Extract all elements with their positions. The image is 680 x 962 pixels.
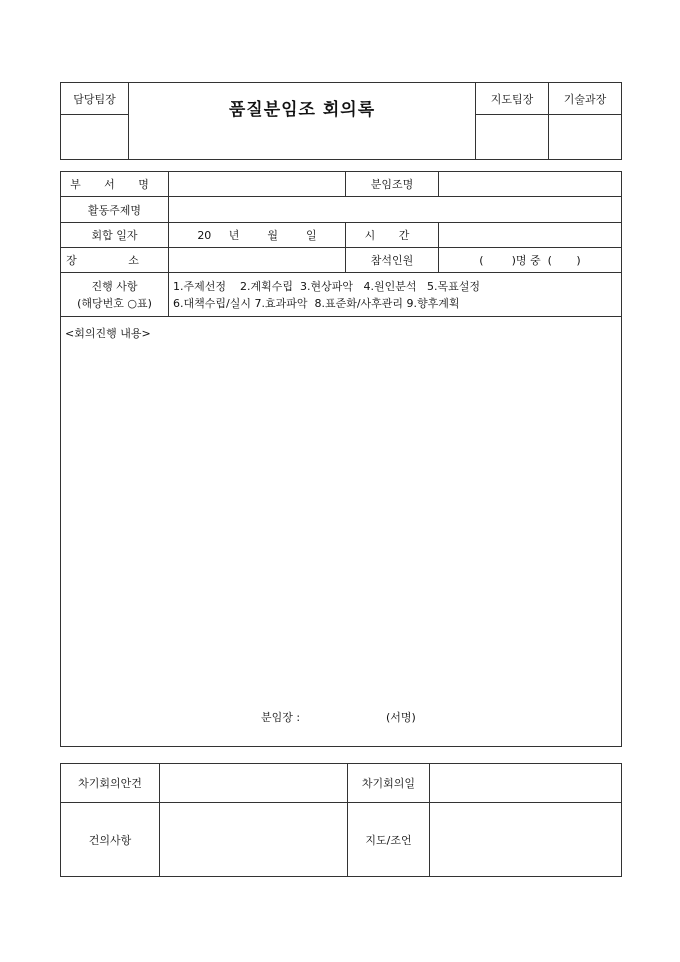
next-date-label: 차기회의일 [348, 764, 430, 803]
next-meeting-table [60, 763, 622, 877]
meeting-content-heading: <회의진행 내용> [65, 327, 151, 340]
attendees-close: ) [576, 254, 581, 267]
progress-options-row-1: 1.주제선정 2.계획수립 3.현상파악 4.원인분석 5.목표설정 [173, 279, 480, 293]
attendees-open2: ( [547, 254, 552, 267]
meeting-content-area[interactable] [61, 317, 622, 747]
suggestions-field[interactable] [160, 803, 348, 877]
circle-leader-label: 분임장 : [261, 711, 301, 724]
place-label: 장 소 [66, 254, 163, 267]
progress-label: 진행 사항 [91, 279, 138, 293]
circle-name-label: 분임조명 [346, 172, 439, 197]
progress-label-note: (해당번호 ○표) [77, 296, 152, 310]
signature-label: (서명) [386, 711, 416, 724]
next-agenda-label: 차기회의안건 [61, 764, 160, 803]
progress-options-row-2: 6.대책수립/실시 7.효과파악 8.표준화/사후관리 9.향후계획 [173, 296, 460, 310]
time-label: 시 간 [364, 229, 420, 242]
next-agenda-field[interactable] [160, 764, 348, 803]
time-field[interactable] [439, 223, 622, 248]
date-month-unit: 월 [267, 229, 279, 242]
next-date-field[interactable] [430, 764, 622, 803]
approval-table [60, 82, 622, 160]
team-lead-label: 담당팀장 [61, 83, 129, 115]
department-label: 부 서 명 [70, 178, 159, 191]
guidance-label: 지도/조언 [348, 803, 430, 877]
guidance-field[interactable] [430, 803, 622, 877]
theme-field[interactable] [169, 197, 622, 223]
meeting-date-label: 회합 일자 [61, 223, 169, 248]
attendees-field[interactable] [439, 248, 622, 273]
attendees-label: 참석인원 [346, 248, 439, 273]
attendees-open: ( [479, 254, 484, 267]
guide-lead-signature-box[interactable] [476, 115, 549, 160]
place-field[interactable] [169, 248, 346, 273]
tech-manager-label: 기술과장 [549, 83, 622, 115]
department-field[interactable] [169, 172, 346, 197]
guide-lead-label: 지도팀장 [476, 83, 549, 115]
date-year-unit: 년 [228, 229, 240, 242]
meeting-info-table [60, 171, 622, 747]
circle-name-field[interactable] [439, 172, 622, 197]
team-lead-signature-box[interactable] [61, 115, 129, 160]
meeting-date-field[interactable] [169, 223, 346, 248]
tech-manager-signature-box[interactable] [549, 115, 622, 160]
theme-label: 활동주제명 [61, 197, 169, 223]
date-day-unit: 일 [306, 229, 317, 242]
progress-options[interactable] [169, 273, 622, 317]
suggestions-label: 건의사항 [61, 803, 160, 877]
attendees-mid: )명 중 [511, 254, 541, 267]
date-year: 20 [197, 229, 212, 242]
document-title: 품질분임조 회의록 [228, 100, 376, 120]
